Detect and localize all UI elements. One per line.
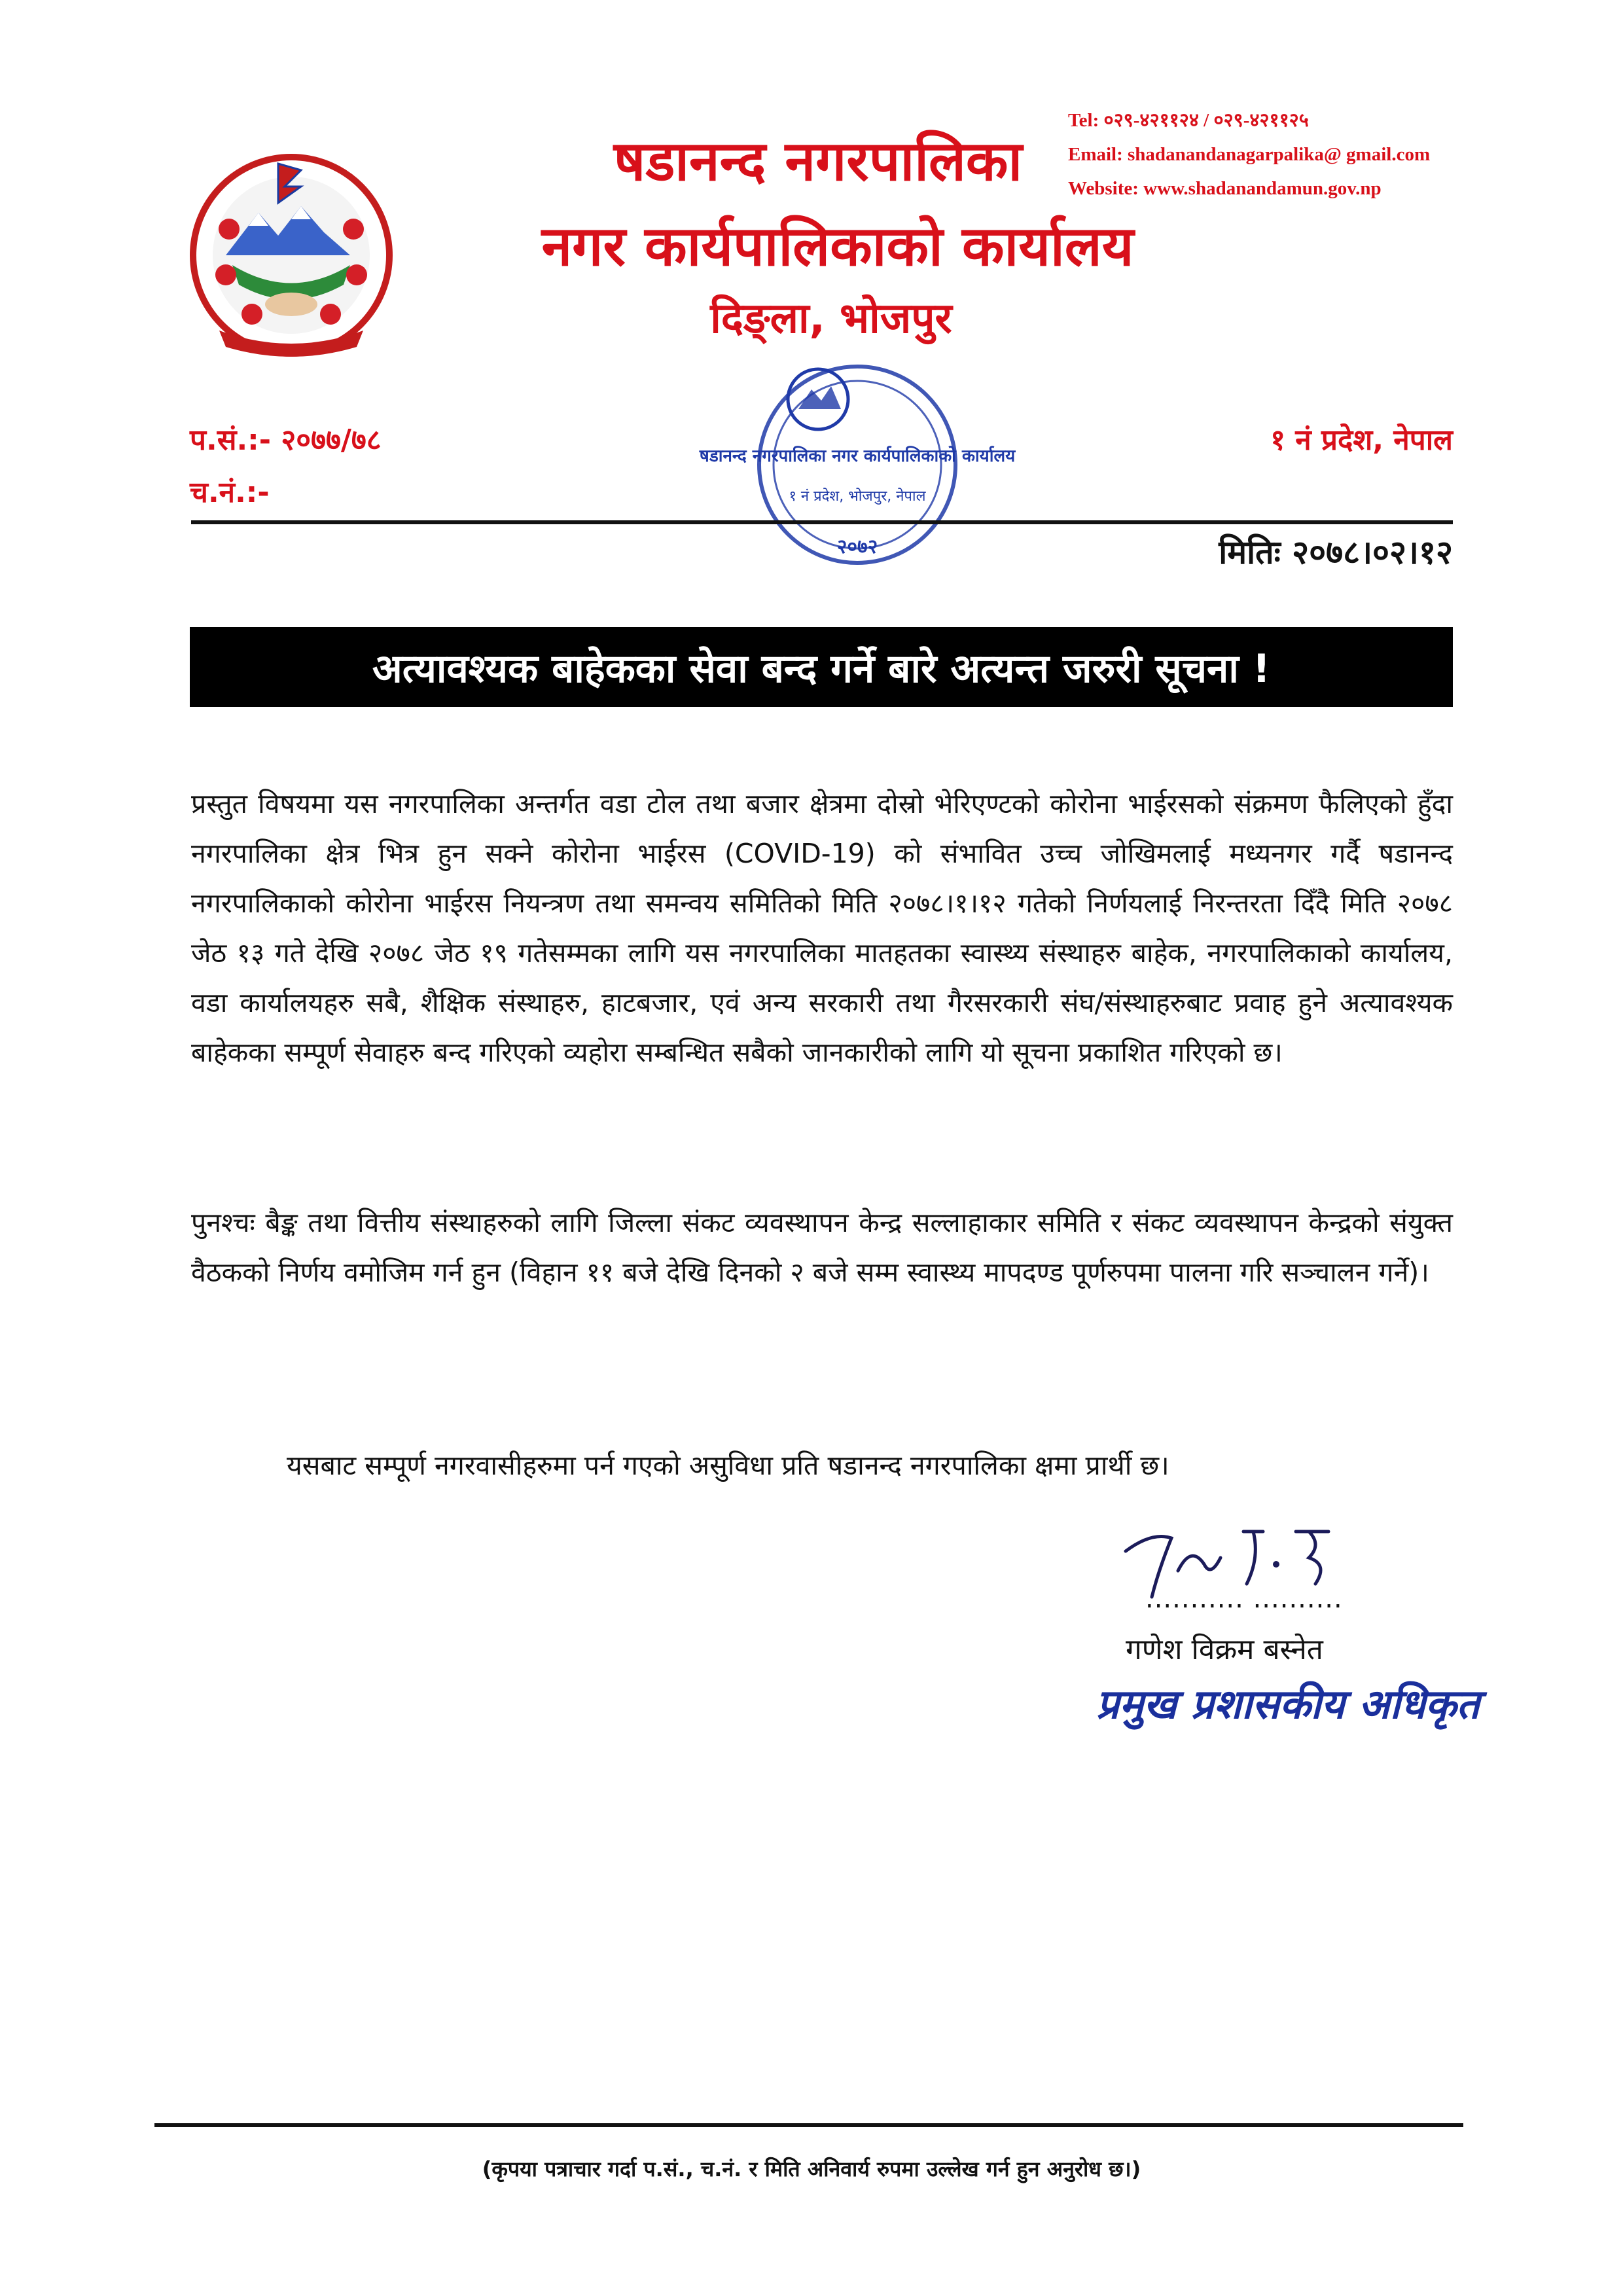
signature-line: ........... .......... xyxy=(1145,1584,1343,1614)
stamp-text-arc: षडानन्द नगरपालिका नगर कार्यपालिकाको कार्यालय xyxy=(699,446,1016,466)
letter-date: मितिः २०७८।०२।१२ xyxy=(1219,533,1453,571)
signer-title-stamp: प्रमुख प्रशासकीय अधिकृत xyxy=(1096,1680,1480,1728)
office-location: दिङ्ला, भोजपुर xyxy=(710,295,952,343)
body-paragraph-1: प्रस्तुत विषयमा यस नगरपालिका अन्तर्गत वडा टोल तथा बजार क्षेत्रमा दोस्रो भेरिएण्टको कोरोना भाईरसको संक्रमण फैलिएको हुँदा नगरपालिका क्षेत्र भित्र हुन सक्ने कोरोना भाईरस (COVID-19) को संभावित उच्च जोखिमलाई मध्यनगर गर्दै षडानन्द नगरपालिकाको कोरोना भाईरस नियन्त्रण तथा समन्वय समितिको मिति २०७८।१।१२ गतेको निर्णयलाई निरन्तरता दिँदै मिति २०७८ जेठ १३ गते देखि २०७८ जेठ १९ गतेसम्मका लागि यस नगरपालिका मातहतका स्वास्थ्य संस्थाहरु बाहेक, नगरपालिकाको कार्यालय, वडा कार्यालयहरु सबै, शैक्षिक संस्थाहरु, हाटबजार, एवं अन्य सरकारी तथा गैरसरकारी संघ/संस्थाहरुबाट प्रवाह हुने अत्यावश्यक बाहेकका सम्पूर्ण सेवाहरु बन्द गरिएको व्यहोरा सम्बन्धित सबैको जानकारीको लागि यो सूचना प्रकाशित गरिएको छ। xyxy=(191,788,1453,1068)
contact-tel: Tel: ०२९-४२११२४ / ०२९-४२११२५ xyxy=(1068,110,1309,131)
stamp-text-bottom: १ नं प्रदेश, भोजपुर, नेपाल xyxy=(789,488,926,505)
stamp-year: २०७२ xyxy=(836,535,878,558)
dispatch-number: च.नं.:- xyxy=(190,476,270,509)
contact-email: Email: shadanandanagarpalika@ gmail.com xyxy=(1068,144,1431,165)
signer-name: गणेश विक्रम बस्नेत xyxy=(1126,1633,1323,1666)
footer-divider xyxy=(154,2123,1463,2127)
footer-note: (कृपया पत्राचार गर्दा प.सं., च.नं. र मिति अनिवार्य रुपमा उल्लेख गर्न हुन अनुरोध छ।) xyxy=(482,2157,1141,2181)
contact-website: Website: www.shadanandamun.gov.np xyxy=(1068,178,1382,199)
province-label: १ नं प्रदेश, नेपाल xyxy=(1270,423,1453,457)
body-paragraph-2: पुनश्चः बैङ्क तथा वित्तीय संस्थाहरुको लागि जिल्ला संकट व्यवस्थापन केन्द्र सल्लाहाकार समिति र संकट व्यवस्थापन केन्द्रको संयुक्त वैठकको निर्णय वमोजिम गर्न हुन (विहान ११ बजे देखि दिनको २ बजे सम्म स्वास्थ्य मापदण्ड पूर्णरुपमा पालना गरि सञ्चालन गर्ने)। xyxy=(191,1207,1453,1288)
closing-line: यसबाट सम्पूर्ण नगरवासीहरुमा पर्न गएको असुविधा प्रति षडानन्द नगरपालिका क्षमा प्रार्थी छ। xyxy=(287,1450,1169,1481)
reference-number: प.सं.:- २०७७/७८ xyxy=(190,423,382,457)
municipality-name: षडानन्द नगरपालिका xyxy=(613,129,1023,193)
official-stamp xyxy=(699,353,1016,576)
notice-title: अत्यावश्यक बाहेकका सेवा बन्द गर्ने बारे अत्यन्त जरुरी सूचना ! xyxy=(372,646,1271,692)
office-name: नगर कार्यपालिकाको कार्यालय xyxy=(541,214,1134,278)
notice-title-banner xyxy=(190,627,1453,707)
header-divider xyxy=(191,520,1453,524)
nepal-emblem-icon xyxy=(180,151,402,367)
contact-block xyxy=(1068,103,1605,206)
